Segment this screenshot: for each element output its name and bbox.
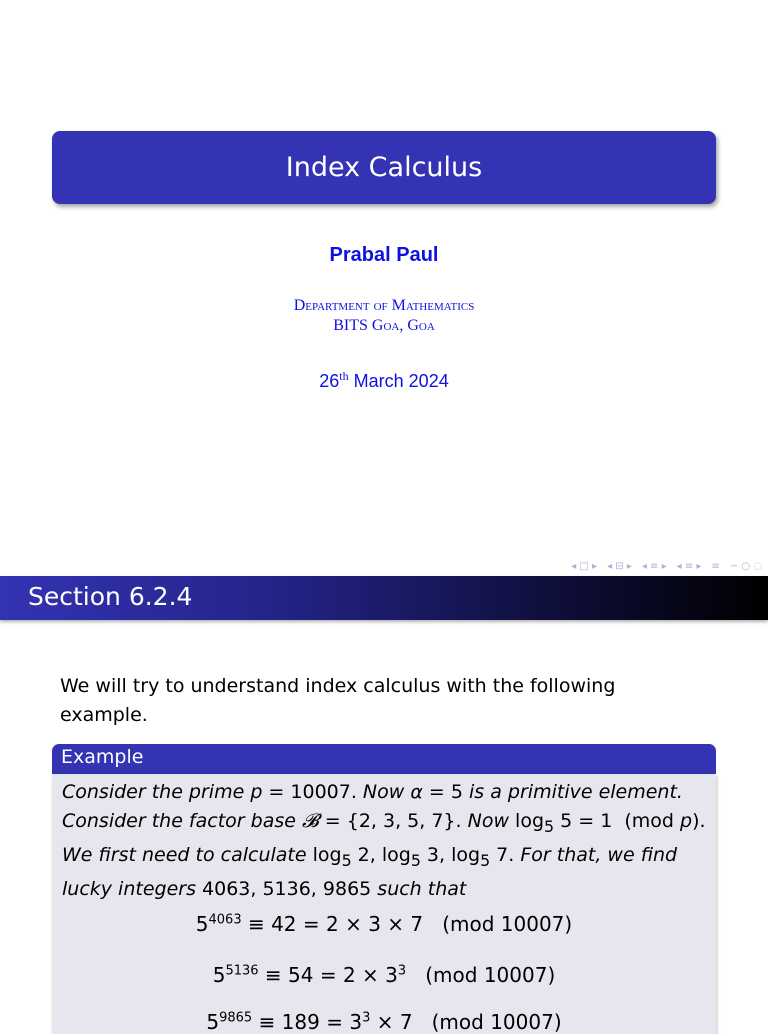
section-title: Section 6.2.4 [28,582,193,611]
example-text: Consider the prime p = 10007. Now α = 5 is a primitive element. Consider the factor base 𝓑 = {2, 3, 5, 7}. Now $\log_5 5 = 1$ (mod p). We first need to calculate $\log_5 2$, $\log_5 3$, $\log_5 7$. For that, we find lucky integers 4063, 5136, 9865 such that [62,781,706,900]
section-header-bar [0,576,768,620]
date-suffix: th [339,369,349,383]
equation-3 [52,1010,716,1034]
affiliation [0,296,768,336]
author-name: Prabal Paul [329,244,439,266]
title-box [52,131,716,204]
eq3-base: 5 [206,1010,220,1034]
example-block-body [52,774,716,1034]
example-block-title: Example [61,746,144,768]
nav-subsection-icon[interactable]: ◂ ⊟ ▸ [607,561,632,572]
eq2-rhs: ≡ 54 = 2 × 3 [264,963,398,987]
equation-1 [52,912,716,936]
presentation-date [0,369,768,392]
eq3-exp: 9865 [219,1010,253,1026]
nav-frame-icon[interactable]: ◂ □ ▸ [571,561,598,572]
date-day: 26 [319,371,340,391]
eq3-rhs-tail: × 7 [376,1010,413,1034]
content-slide [0,576,768,1034]
nav-search-icon[interactable]: ∽ ○ ◌ [729,561,762,572]
eq3-rhs: ≡ 189 = 3 [258,1010,363,1034]
nav-section-icon[interactable]: ◂ ≡ ▸ [641,561,667,572]
date-rest: March 2024 [353,371,449,391]
example-block-header [52,744,716,774]
eq3-rhs-exp: 3 [362,1010,371,1026]
eq2-mod: (mod 10007) [425,963,556,987]
institution: BITS Goa, Goa [333,317,435,334]
nav-toc-icon[interactable]: ≡ [711,561,720,572]
eq1-exp: 4063 [208,912,242,928]
eq1-rhs: ≡ 42 = 2 × 3 × 7 [247,912,424,936]
department: Department of Mathematics [293,297,475,314]
nav-section-next-icon[interactable]: ◂ ≡ ▸ [676,561,702,572]
eq1-base: 5 [195,912,209,936]
eq2-rhs-exp: 3 [397,963,407,979]
eq2-base: 5 [212,963,226,987]
beamer-nav-bar [571,561,762,572]
eq1-mod: (mod 10007) [442,912,573,936]
intro-paragraph: We will try to understand index calculus with the following example. [60,675,616,726]
eq3-mod: (mod 10007) [431,1010,562,1034]
eq2-exp: 5136 [225,963,259,979]
presentation-title: Index Calculus [285,152,483,183]
equation-2 [52,963,716,987]
